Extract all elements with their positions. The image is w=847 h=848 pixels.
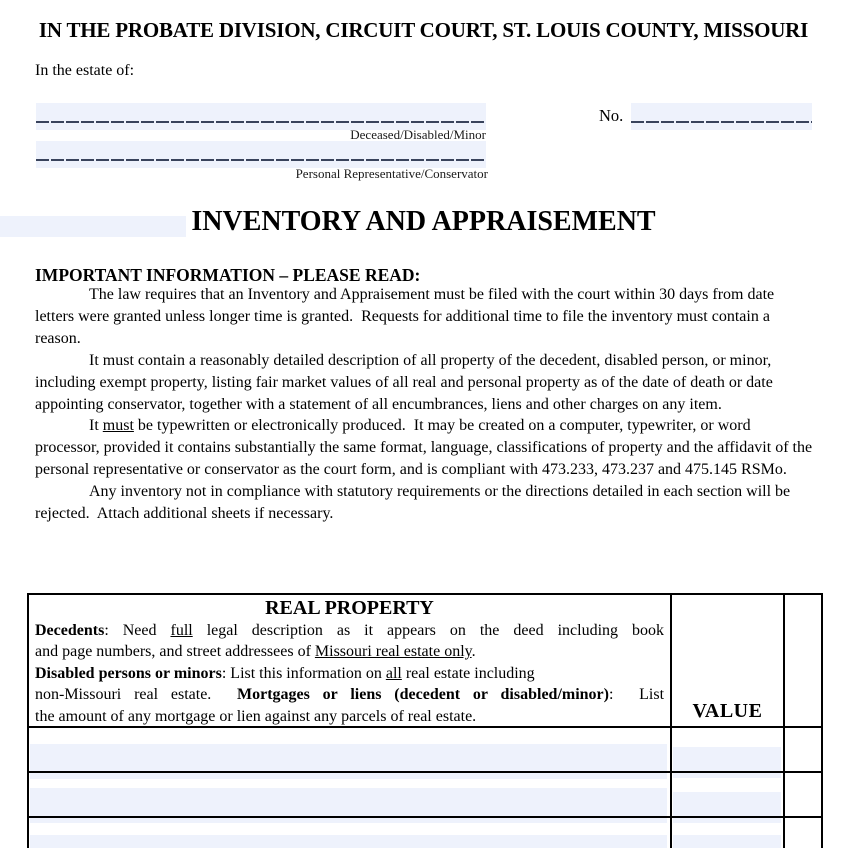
deceased-name-label: Deceased/Disabled/Minor — [350, 127, 486, 142]
table-column-divider — [783, 593, 785, 848]
instructions-line: Disabled persons or minors: List this information on all real estate including — [35, 664, 535, 682]
instructions-paragraph: The law requires that an Inventory and Appraisement must be filed with the court within 30 days from date letters were granted unless longer time is granted. Requests for additional time to file the inventory must contain a reason. — [35, 286, 775, 347]
document-title: INVENTORY AND APPRAISEMENT — [191, 206, 656, 237]
instructions-line: Decedents: Need full legal description as it appears on the deed including book — [35, 622, 664, 639]
case-number-underline — [631, 121, 812, 123]
table-row-divider — [27, 816, 823, 818]
personal-rep-field[interactable] — [36, 141, 486, 168]
real-property-instructions — [35, 620, 664, 727]
instructions-paragraph: It must be typewritten or electronically produced. It may be created on a computer, typewriter, or word processor, provided it contains substantially the same format, language, classifications of property and the affidavit of the personal representative or conservator as the court form, and is compliant with 473.233, 473.237 and 475.145 RSMo. — [35, 417, 813, 479]
instructions-line: the amount of any mortgage or lien against any parcels of real estate. — [35, 707, 477, 725]
case-number-field[interactable] — [631, 103, 812, 130]
instructions-line: non-Missouri real estate. Mortgages or liens (decedent or disabled/minor): List — [35, 686, 665, 704]
real-property-heading: REAL PROPERTY — [265, 597, 434, 619]
court-header: IN THE PROBATE DIVISION, CIRCUIT COURT, ST. LOUIS COUNTY, MISSOURI — [38, 18, 809, 42]
instructions-paragraph: It must contain a reasonably detailed description of all property of the decedent, disabled person, or minor, including exempt property, listing fair market values of all real and personal property as of the date of death or date appointing conservator, together with a statement of all encumbrances, liens and other charges on any item. — [35, 351, 773, 413]
personal-rep-underline — [36, 159, 486, 161]
instructions-line: and page numbers, and street addressees of Missouri real estate only. — [35, 643, 476, 661]
important-information-heading: IMPORTANT INFORMATION – PLEASE READ: — [35, 265, 421, 285]
value-column-header: VALUE — [692, 700, 763, 722]
case-number-label: No. — [599, 106, 624, 125]
personal-rep-label: Personal Representative/Conservator — [295, 166, 488, 181]
deceased-name-underline — [36, 121, 486, 123]
deceased-name-field[interactable] — [36, 103, 486, 130]
estate-of-label: In the estate of: — [35, 62, 135, 79]
instructions-paragraph: Any inventory not in compliance with statutory requirements or the directions detailed in each section will be rejected. Attach additional sheets if necessary. — [35, 483, 791, 523]
table-row-divider — [27, 771, 823, 773]
instructions-text — [35, 284, 815, 525]
